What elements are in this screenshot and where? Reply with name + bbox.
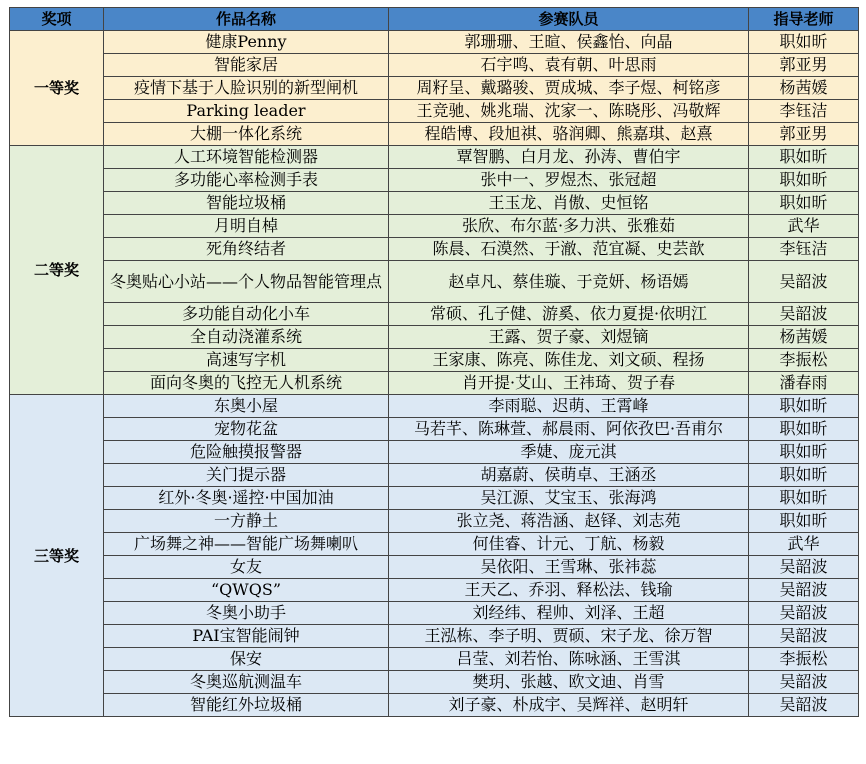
work-title-cell: PAI宝智能闹钟 [104, 625, 389, 648]
advisor-cell: 职如昕 [749, 487, 859, 510]
advisor-cell: 吴韶波 [749, 602, 859, 625]
table-row [10, 54, 859, 77]
table-row [10, 648, 859, 671]
work-title-cell: 冬奥贴心小站——个人物品智能管理点 [104, 261, 389, 303]
table-row [10, 671, 859, 694]
award-level-cell: 三等奖 [10, 395, 104, 717]
advisor-cell: 李振松 [749, 349, 859, 372]
table-row [10, 349, 859, 372]
work-title-cell: 危险触摸报警器 [104, 441, 389, 464]
advisor-cell: 职如昕 [749, 192, 859, 215]
members-cell: 常硕、孔子健、游奚、依力夏提·依明江 [389, 303, 749, 326]
advisor-cell: 吴韶波 [749, 579, 859, 602]
work-title-cell: 多功能心率检测手表 [104, 169, 389, 192]
work-title-cell: Parking leader [104, 100, 389, 123]
table-body [10, 31, 859, 717]
advisor-cell: 吴韶波 [749, 625, 859, 648]
work-title-cell: 多功能自动化小车 [104, 303, 389, 326]
table-row [10, 625, 859, 648]
members-cell: 王泓栋、李子明、贾硕、宋子龙、徐万智 [389, 625, 749, 648]
advisor-cell: 吴韶波 [749, 671, 859, 694]
advisor-cell: 吴韶波 [749, 261, 859, 303]
table-row [10, 533, 859, 556]
awards-table [9, 7, 859, 717]
work-title-cell: 疫情下基于人脸识别的新型闸机 [104, 77, 389, 100]
advisor-cell: 职如昕 [749, 418, 859, 441]
table-row [10, 464, 859, 487]
work-title-cell: 智能垃圾桶 [104, 192, 389, 215]
members-cell: 季婕、庞元淇 [389, 441, 749, 464]
table-row [10, 238, 859, 261]
members-cell: 刘子豪、朴成宇、吴辉祥、赵明轩 [389, 694, 749, 717]
table-row [10, 487, 859, 510]
table-row [10, 146, 859, 169]
award-level-cell: 二等奖 [10, 146, 104, 395]
members-cell: 周籽呈、戴璐骏、贾成城、李子煜、柯铭彦 [389, 77, 749, 100]
members-cell: 王竞驰、姚兆瑞、沈家一、陈晓彤、冯敬辉 [389, 100, 749, 123]
members-cell: 吕莹、刘若怡、陈咏涵、王雪淇 [389, 648, 749, 671]
advisor-cell: 职如昕 [749, 31, 859, 54]
table-row [10, 123, 859, 146]
members-cell: 张欣、布尔蓝·多力洪、张雅茹 [389, 215, 749, 238]
advisor-cell: 李钰洁 [749, 100, 859, 123]
advisor-cell: 职如昕 [749, 169, 859, 192]
table-row [10, 303, 859, 326]
members-cell: 王露、贺子豪、刘煜镝 [389, 326, 749, 349]
advisor-cell: 职如昕 [749, 441, 859, 464]
header-award: 奖项 [10, 8, 104, 31]
work-title-cell: 死角终结者 [104, 238, 389, 261]
work-title-cell: 健康Penny [104, 31, 389, 54]
work-title-cell: “QWQS” [104, 579, 389, 602]
work-title-cell: 大棚一体化系统 [104, 123, 389, 146]
members-cell: 张中一、罗煜杰、张冠超 [389, 169, 749, 192]
table-row [10, 579, 859, 602]
advisor-cell: 潘春雨 [749, 372, 859, 395]
table-row [10, 418, 859, 441]
advisor-cell: 武华 [749, 533, 859, 556]
members-cell: 张立尧、蒋浩涵、赵铎、刘志苑 [389, 510, 749, 533]
members-cell: 郭珊珊、王暄、侯鑫怡、向晶 [389, 31, 749, 54]
table-row [10, 441, 859, 464]
header-members: 参赛队员 [389, 8, 749, 31]
advisor-cell: 郭亚男 [749, 54, 859, 77]
advisor-cell: 职如昕 [749, 464, 859, 487]
advisor-cell: 吴韶波 [749, 303, 859, 326]
members-cell: 石宇鸣、袁有朝、叶思雨 [389, 54, 749, 77]
table-row [10, 261, 859, 303]
members-cell: 何佳睿、计元、丁航、杨毅 [389, 533, 749, 556]
advisor-cell: 吴韶波 [749, 694, 859, 717]
members-cell: 胡嘉蔚、侯萌卓、王涵丞 [389, 464, 749, 487]
members-cell: 王天乙、乔羽、释松法、钱瑜 [389, 579, 749, 602]
work-title-cell: 广场舞之神——智能广场舞喇叭 [104, 533, 389, 556]
header-advisor: 指导老师 [749, 8, 859, 31]
advisor-cell: 李振松 [749, 648, 859, 671]
work-title-cell: 冬奥巡航测温车 [104, 671, 389, 694]
work-title-cell: 红外·冬奥·遥控·中国加油 [104, 487, 389, 510]
members-cell: 吴江源、艾宝玉、张海鸿 [389, 487, 749, 510]
members-cell: 马若芊、陈琳萱、郝晨雨、阿依孜巴·吾甫尔 [389, 418, 749, 441]
work-title-cell: 人工环境智能检测器 [104, 146, 389, 169]
work-title-cell: 智能家居 [104, 54, 389, 77]
table-row [10, 510, 859, 533]
table-row [10, 215, 859, 238]
work-title-cell: 东奥小屋 [104, 395, 389, 418]
table-row [10, 31, 859, 54]
members-cell: 王家康、陈亮、陈佳龙、刘文硕、程扬 [389, 349, 749, 372]
work-title-cell: 面向冬奥的飞控无人机系统 [104, 372, 389, 395]
work-title-cell: 冬奥小助手 [104, 602, 389, 625]
table-row [10, 192, 859, 215]
members-cell: 王玉龙、肖傲、史恒铭 [389, 192, 749, 215]
work-title-cell: 关门提示器 [104, 464, 389, 487]
members-cell: 吴依阳、王雪琳、张祎蕊 [389, 556, 749, 579]
members-cell: 肖开提·艾山、王祎琦、贺子春 [389, 372, 749, 395]
header-row [10, 8, 859, 31]
work-title-cell: 保安 [104, 648, 389, 671]
advisor-cell: 杨茜媛 [749, 326, 859, 349]
work-title-cell: 女友 [104, 556, 389, 579]
members-cell: 赵卓凡、蔡佳璇、于竞妍、杨语嫣 [389, 261, 749, 303]
work-title-cell: 月明自棹 [104, 215, 389, 238]
advisor-cell: 李钰洁 [749, 238, 859, 261]
table-row [10, 326, 859, 349]
advisor-cell: 职如昕 [749, 510, 859, 533]
award-level-cell: 一等奖 [10, 31, 104, 146]
members-cell: 覃智鹏、白月龙、孙涛、曹伯宇 [389, 146, 749, 169]
advisor-cell: 郭亚男 [749, 123, 859, 146]
header-work-title: 作品名称 [104, 8, 389, 31]
work-title-cell: 一方静土 [104, 510, 389, 533]
work-title-cell: 全自动浇灌系统 [104, 326, 389, 349]
table-row [10, 694, 859, 717]
members-cell: 樊玥、张越、欧文迪、肖雪 [389, 671, 749, 694]
members-cell: 程皓博、段旭祺、骆润卿、熊嘉琪、赵熹 [389, 123, 749, 146]
table-row [10, 395, 859, 418]
advisor-cell: 职如昕 [749, 395, 859, 418]
advisor-cell: 杨茜媛 [749, 77, 859, 100]
work-title-cell: 智能红外垃圾桶 [104, 694, 389, 717]
work-title-cell: 宠物花盆 [104, 418, 389, 441]
members-cell: 李雨聪、迟萌、王霄峰 [389, 395, 749, 418]
table-row [10, 556, 859, 579]
table-row [10, 372, 859, 395]
members-cell: 陈晨、石漠然、于澈、范宜凝、史芸歆 [389, 238, 749, 261]
table-row [10, 602, 859, 625]
members-cell: 刘经纬、程帅、刘泽、王超 [389, 602, 749, 625]
advisor-cell: 武华 [749, 215, 859, 238]
table-row [10, 100, 859, 123]
work-title-cell: 高速写字机 [104, 349, 389, 372]
advisor-cell: 吴韶波 [749, 556, 859, 579]
table-row [10, 77, 859, 100]
advisor-cell: 职如昕 [749, 146, 859, 169]
table-row [10, 169, 859, 192]
